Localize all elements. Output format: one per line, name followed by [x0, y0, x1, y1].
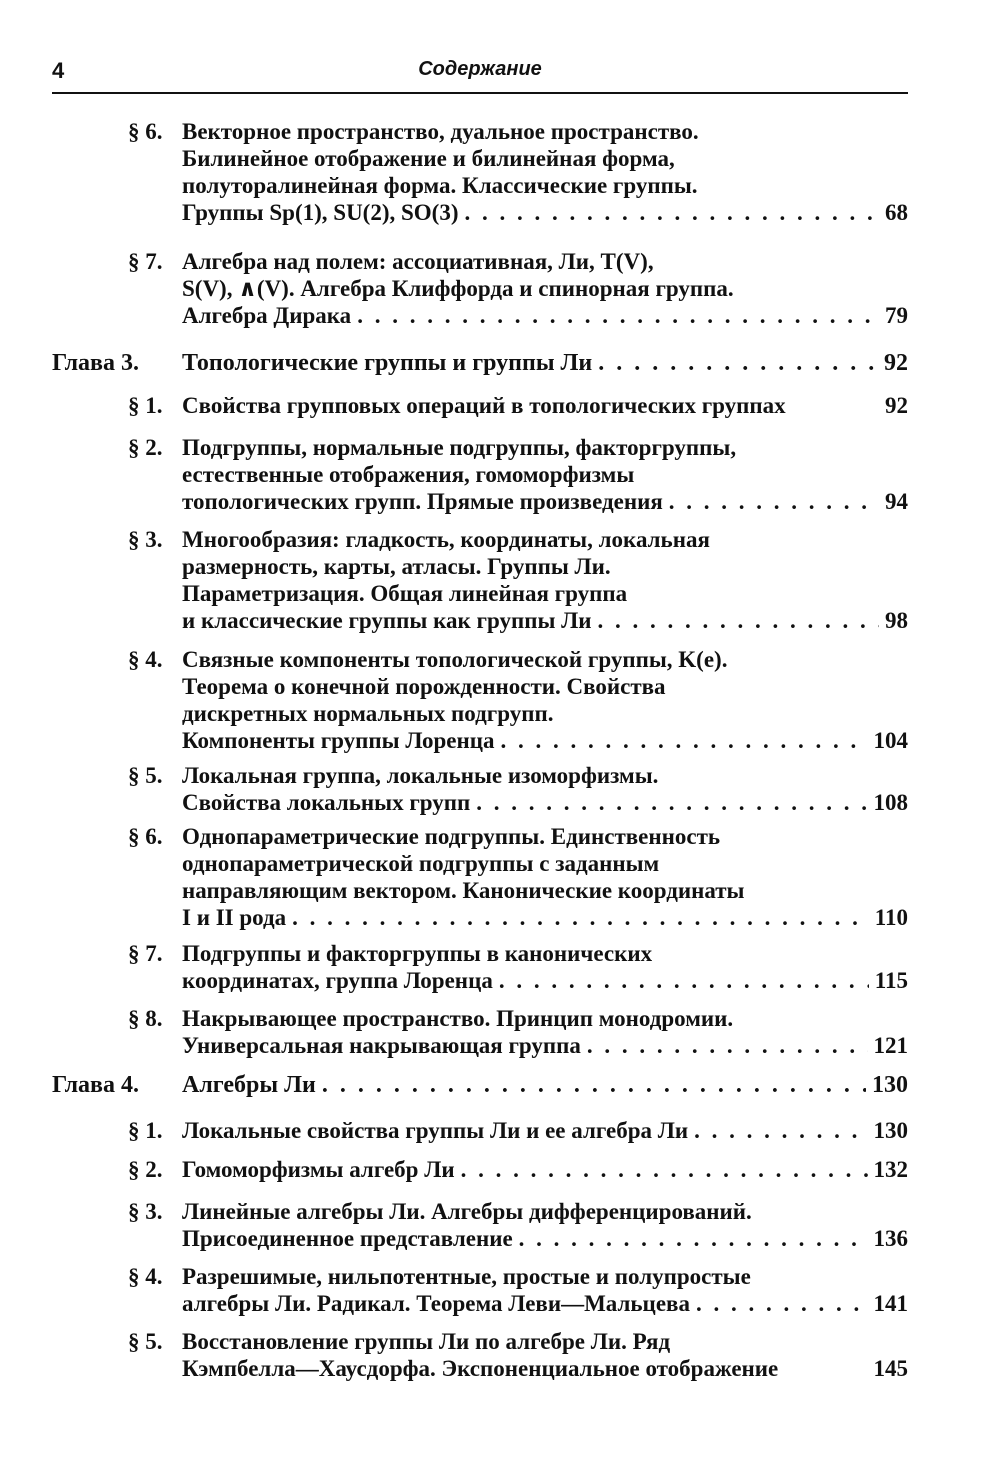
- toc-page-number: 104: [873, 728, 908, 753]
- toc-entry-title: [182, 1156, 908, 1183]
- toc-entry-label: § 2.: [128, 435, 163, 460]
- toc-entry-title-line: топологических групп. Прямые произведения: [182, 489, 663, 514]
- toc-entry-title: [182, 118, 908, 226]
- toc-entry-title-line: Многообразия: гладкость, координаты, локальная: [182, 527, 710, 552]
- toc-entry-label: § 2.: [128, 1157, 163, 1182]
- toc-entry-label: § 7.: [128, 941, 163, 966]
- toc-page-number: 92: [885, 393, 908, 418]
- dot-leader: [500, 727, 867, 754]
- dot-leader: [476, 789, 867, 816]
- toc-entry-label: § 4.: [128, 1264, 163, 1289]
- toc-entry-label: § 6.: [128, 824, 163, 849]
- toc-entry-label: § 3.: [128, 527, 163, 552]
- toc-entry-title-line: I и II рода: [182, 905, 287, 930]
- toc-page-number: 130: [872, 1072, 908, 1098]
- toc-page-number: 79: [885, 303, 908, 328]
- toc-entry-title-line: Топологические группы и группы Ли: [182, 350, 593, 376]
- toc-entry-title-line: S(V), ∧(V). Алгебра Клиффорда и спинорная группа.: [182, 276, 734, 301]
- toc-entry-title-line: алгебры Ли. Радикал. Теорема Леви—Мальцева: [182, 1291, 690, 1316]
- page-number: 4: [52, 58, 65, 83]
- toc-entry-title: [182, 1328, 908, 1382]
- running-title: Содержание: [418, 58, 542, 80]
- toc-entry-title-line: Присоединенное представление: [182, 1226, 513, 1251]
- toc-entry-title-line: Гомоморфизмы алгебр Ли: [182, 1157, 455, 1182]
- toc-entry-title: [182, 526, 908, 634]
- toc-entry-title: [182, 1072, 908, 1099]
- toc-entry-title: [182, 392, 908, 419]
- toc-entry-title-line: Свойства групповых операций в топологических группах: [182, 393, 786, 418]
- toc-entry-title-line: Локальные свойства группы Ли и ее алгебра Ли: [182, 1118, 689, 1143]
- toc-entry-label: § 1.: [128, 1118, 163, 1143]
- toc-entry-title: [182, 1117, 908, 1144]
- page-header: [52, 58, 908, 88]
- dot-leader: [292, 904, 869, 931]
- toc-entry-title-line: Свойства локальных групп: [182, 790, 471, 815]
- toc-entry-title-line: координатах, группа Лоренца: [182, 968, 493, 993]
- toc-entry-label: § 5.: [128, 1329, 163, 1354]
- toc-entry-title: [182, 823, 908, 931]
- toc-entry-title: [182, 1198, 908, 1252]
- toc-entry-title-line: Кэмпбелла—Хаусдорфа. Экспоненциальное отображение: [182, 1356, 779, 1381]
- toc-entry-title-line: Линейные алгебры Ли. Алгебры дифференцирований.: [182, 1199, 752, 1224]
- header-rule: [52, 92, 908, 94]
- dot-leader: [598, 350, 878, 377]
- toc-entry-label: § 7.: [128, 249, 163, 274]
- toc-entry-title-line: полуторалинейная форма. Классические группы.: [182, 173, 698, 198]
- toc-entry-title: [182, 248, 908, 329]
- toc-entry-title-line: однопараметрической подгруппы с заданным: [182, 851, 660, 876]
- toc-page-number: 130: [873, 1118, 908, 1143]
- toc-entry-title-line: Универсальная накрывающая группа: [182, 1033, 581, 1058]
- toc-entry-title-line: Группы Sp(1), SU(2), SO(3): [182, 200, 459, 225]
- toc-entry-title-line: Подгруппы, нормальные подгруппы, факторгруппы,: [182, 435, 737, 460]
- toc-page-number: 132: [873, 1157, 908, 1182]
- toc-entry-title-line: Параметризация. Общая линейная группа: [182, 581, 628, 606]
- toc-page-number: 92: [884, 350, 908, 376]
- toc-entry-label: § 1.: [128, 393, 163, 418]
- toc-entry-title: [182, 646, 908, 754]
- toc-entry-title-line: Алгебра Дирака: [182, 303, 352, 328]
- toc-entry-title: [182, 1005, 908, 1059]
- toc-entry-label: § 3.: [128, 1199, 163, 1224]
- toc-page-number: 98: [885, 608, 908, 633]
- toc-entry-title-line: естественные отображения, гомоморфизмы: [182, 462, 635, 487]
- toc-entry-title-line: Однопараметрические подгруппы. Единственность: [182, 824, 721, 849]
- dot-leader: [461, 1156, 868, 1183]
- toc-entry-title-line: направляющим вектором. Канонические координаты: [182, 878, 745, 903]
- toc-entry-title-line: Алгебра над полем: ассоциативная, Ли, T(V),: [182, 249, 654, 274]
- toc-page-number: 121: [873, 1033, 908, 1058]
- toc-page-number: 141: [873, 1291, 908, 1316]
- toc-entry-label: § 8.: [128, 1006, 163, 1031]
- toc-page-number: 136: [873, 1226, 908, 1251]
- toc-entry-title-line: Векторное пространство, дуальное пространство.: [182, 119, 699, 144]
- toc-entry-title-line: Локальная группа, локальные изоморфизмы.: [182, 763, 659, 788]
- dot-leader: [519, 1225, 868, 1252]
- toc-entry-label: § 5.: [128, 763, 163, 788]
- toc-page-number: 110: [874, 905, 908, 930]
- toc-entry-title-line: Теорема о конечной порожденности. Свойства: [182, 674, 666, 699]
- toc-page-number: 145: [873, 1356, 908, 1381]
- toc-page-number: 108: [873, 790, 908, 815]
- toc-entry-title-line: Восстановление группы Ли по алгебре Ли. Ряд: [182, 1329, 671, 1354]
- dot-leader: [499, 967, 869, 994]
- dot-leader: [696, 1290, 868, 1317]
- toc-entry-title: [182, 350, 908, 377]
- toc-entry-label: Глава 3.: [52, 350, 139, 376]
- toc-entry-title-line: Разрешимые, нильпотентные, простые и полупростые: [182, 1264, 751, 1289]
- dot-leader: [322, 1072, 866, 1099]
- toc-entry-title-line: Связные компоненты топологической группы, K(e).: [182, 647, 728, 672]
- toc-entry-title: [182, 434, 908, 515]
- dot-leader: [357, 302, 879, 329]
- dot-leader: [598, 607, 879, 634]
- toc-page-number: 94: [885, 489, 908, 514]
- toc-entry-title-line: Подгруппы и факторгруппы в канонических: [182, 941, 653, 966]
- toc-entry-label: § 6.: [128, 119, 163, 144]
- toc-entry-title-line: Компоненты группы Лоренца: [182, 728, 495, 753]
- dot-leader: [669, 488, 879, 515]
- dot-leader: [587, 1032, 868, 1059]
- toc-entry-label: Глава 4.: [52, 1072, 139, 1098]
- toc-entry-title-line: дискретных нормальных подгрупп.: [182, 701, 554, 726]
- toc-entry-title: [182, 940, 908, 994]
- toc-entry-title-line: и классические группы как группы Ли: [182, 608, 592, 633]
- dot-leader: [694, 1117, 867, 1144]
- toc-entry-title-line: размерность, карты, атласы. Группы Ли.: [182, 554, 611, 579]
- toc-entry-label: § 4.: [128, 647, 163, 672]
- toc-page-number: 115: [874, 968, 908, 993]
- toc-entry-title-line: Алгебры Ли: [182, 1072, 316, 1098]
- dot-leader: [465, 199, 879, 226]
- toc-entry-title: [182, 1263, 908, 1317]
- toc-entry-title-line: Билинейное отображение и билинейная форма,: [182, 146, 675, 171]
- toc-entry-title-line: Накрывающее пространство. Принцип монодромии.: [182, 1006, 734, 1031]
- toc-page-number: 68: [885, 200, 908, 225]
- toc-entry-title: [182, 762, 908, 816]
